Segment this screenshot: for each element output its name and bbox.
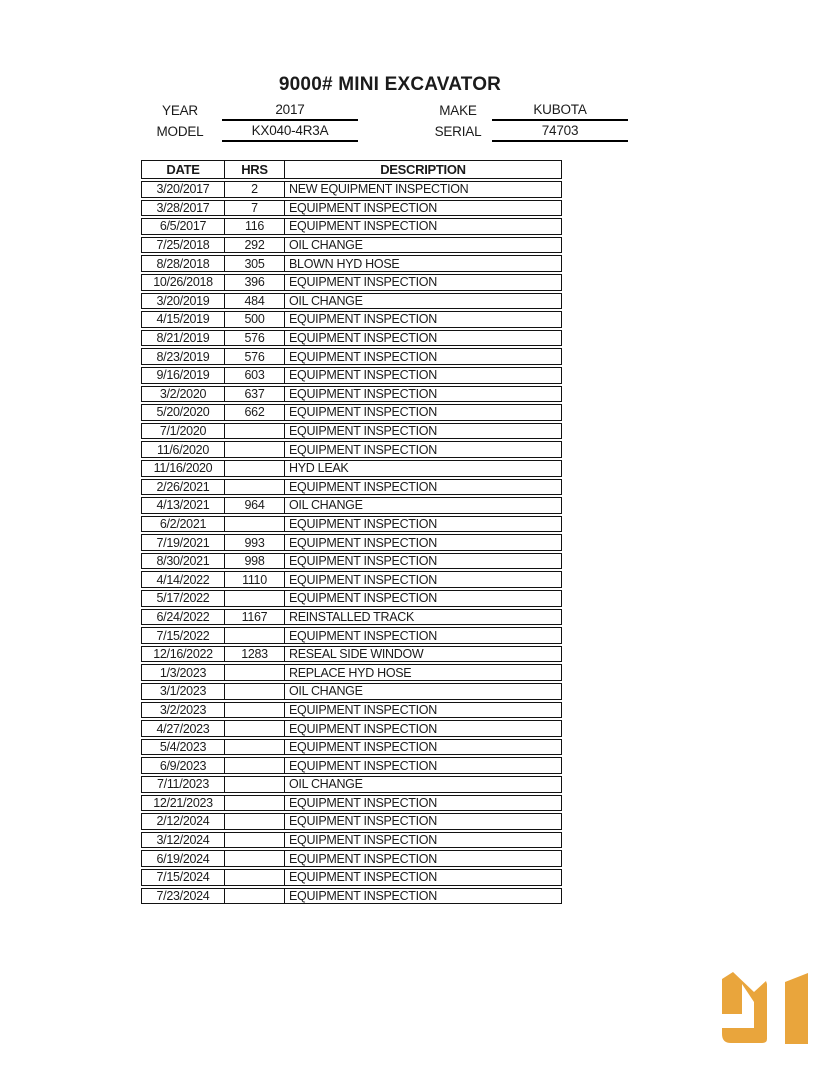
hrs-cell xyxy=(225,776,285,793)
hrs-cell xyxy=(225,590,285,607)
date-cell: 6/24/2022 xyxy=(141,609,225,626)
table-row xyxy=(141,479,562,496)
table-row xyxy=(141,404,562,421)
date-cell: 7/15/2022 xyxy=(141,627,225,644)
model-label: MODEL xyxy=(156,124,204,139)
log-table-body xyxy=(141,181,562,904)
hrs-column-header: HRS xyxy=(225,160,285,179)
date-cell: 5/4/2023 xyxy=(141,739,225,756)
description-cell: EQUIPMENT INSPECTION xyxy=(285,200,562,217)
description-cell: EQUIPMENT INSPECTION xyxy=(285,441,562,458)
hrs-cell: 7 xyxy=(225,200,285,217)
description-cell: EQUIPMENT INSPECTION xyxy=(285,274,562,291)
hrs-cell xyxy=(225,702,285,719)
description-cell: HYD LEAK xyxy=(285,460,562,477)
table-row xyxy=(141,683,562,700)
description-cell: EQUIPMENT INSPECTION xyxy=(285,850,562,867)
table-row xyxy=(141,441,562,458)
make-value: KUBOTA xyxy=(492,102,628,121)
hrs-cell: 662 xyxy=(225,404,285,421)
description-cell: EQUIPMENT INSPECTION xyxy=(285,218,562,235)
date-cell: 7/23/2024 xyxy=(141,888,225,905)
table-row xyxy=(141,330,562,347)
table-row xyxy=(141,720,562,737)
description-cell: EQUIPMENT INSPECTION xyxy=(285,627,562,644)
table-row xyxy=(141,832,562,849)
table-row xyxy=(141,534,562,551)
logo-u-shape xyxy=(722,972,767,1043)
date-cell: 5/17/2022 xyxy=(141,590,225,607)
table-row xyxy=(141,293,562,310)
description-cell: OIL CHANGE xyxy=(285,497,562,514)
hrs-cell xyxy=(225,795,285,812)
table-row xyxy=(141,237,562,254)
hrs-cell xyxy=(225,888,285,905)
hrs-cell: 637 xyxy=(225,386,285,403)
hrs-cell xyxy=(225,460,285,477)
table-row xyxy=(141,218,562,235)
description-cell: EQUIPMENT INSPECTION xyxy=(285,404,562,421)
description-cell: EQUIPMENT INSPECTION xyxy=(285,590,562,607)
table-header xyxy=(141,160,562,179)
description-cell: EQUIPMENT INSPECTION xyxy=(285,516,562,533)
date-cell: 7/11/2023 xyxy=(141,776,225,793)
hrs-cell xyxy=(225,664,285,681)
description-cell: EQUIPMENT INSPECTION xyxy=(285,702,562,719)
description-cell: REINSTALLED TRACK xyxy=(285,609,562,626)
hrs-cell xyxy=(225,441,285,458)
table-row xyxy=(141,776,562,793)
hrs-cell: 1167 xyxy=(225,609,285,626)
hrs-cell xyxy=(225,720,285,737)
table-row xyxy=(141,571,562,588)
hrs-cell: 998 xyxy=(225,553,285,570)
description-cell: OIL CHANGE xyxy=(285,293,562,310)
table-row xyxy=(141,869,562,886)
description-cell: EQUIPMENT INSPECTION xyxy=(285,479,562,496)
hrs-cell: 576 xyxy=(225,330,285,347)
table-row xyxy=(141,553,562,570)
hrs-cell xyxy=(225,479,285,496)
date-cell: 12/21/2023 xyxy=(141,795,225,812)
date-cell: 3/20/2017 xyxy=(141,181,225,198)
description-cell: EQUIPMENT INSPECTION xyxy=(285,813,562,830)
table-header-row xyxy=(141,160,562,179)
table-row xyxy=(141,888,562,905)
year-label: YEAR xyxy=(162,103,198,118)
serial-label: SERIAL xyxy=(434,124,482,139)
hrs-cell xyxy=(225,683,285,700)
hrs-cell xyxy=(225,757,285,774)
description-cell: EQUIPMENT INSPECTION xyxy=(285,534,562,551)
table-row xyxy=(141,813,562,830)
date-cell: 6/9/2023 xyxy=(141,757,225,774)
date-cell: 3/28/2017 xyxy=(141,200,225,217)
hrs-cell: 964 xyxy=(225,497,285,514)
date-cell: 7/15/2024 xyxy=(141,869,225,886)
description-cell: OIL CHANGE xyxy=(285,776,562,793)
description-cell: RESEAL SIDE WINDOW xyxy=(285,646,562,663)
date-cell: 6/2/2021 xyxy=(141,516,225,533)
table-row xyxy=(141,423,562,440)
hrs-cell: 484 xyxy=(225,293,285,310)
description-cell: EQUIPMENT INSPECTION xyxy=(285,423,562,440)
table-row xyxy=(141,200,562,217)
date-cell: 9/16/2019 xyxy=(141,367,225,384)
make-label: MAKE xyxy=(439,103,477,118)
date-cell: 4/14/2022 xyxy=(141,571,225,588)
hrs-cell: 1283 xyxy=(225,646,285,663)
page-title: 9000# MINI EXCAVATOR xyxy=(278,74,502,95)
date-cell: 11/6/2020 xyxy=(141,441,225,458)
description-cell: EQUIPMENT INSPECTION xyxy=(285,386,562,403)
hrs-cell: 116 xyxy=(225,218,285,235)
table-row xyxy=(141,590,562,607)
date-cell: 2/26/2021 xyxy=(141,479,225,496)
description-cell: OIL CHANGE xyxy=(285,683,562,700)
description-cell: EQUIPMENT INSPECTION xyxy=(285,832,562,849)
date-cell: 4/27/2023 xyxy=(141,720,225,737)
description-cell: BLOWN HYD HOSE xyxy=(285,255,562,272)
hrs-cell: 993 xyxy=(225,534,285,551)
hrs-cell: 1110 xyxy=(225,571,285,588)
hrs-cell xyxy=(225,832,285,849)
date-cell: 3/2/2023 xyxy=(141,702,225,719)
hrs-cell: 500 xyxy=(225,311,285,328)
table-row xyxy=(141,739,562,756)
description-cell: EQUIPMENT INSPECTION xyxy=(285,888,562,905)
table-row xyxy=(141,702,562,719)
hrs-cell xyxy=(225,627,285,644)
description-cell: EQUIPMENT INSPECTION xyxy=(285,330,562,347)
date-cell: 6/5/2017 xyxy=(141,218,225,235)
table-row xyxy=(141,664,562,681)
date-cell: 8/28/2018 xyxy=(141,255,225,272)
hrs-cell: 305 xyxy=(225,255,285,272)
table-row xyxy=(141,497,562,514)
description-cell: EQUIPMENT INSPECTION xyxy=(285,553,562,570)
table-row xyxy=(141,850,562,867)
hrs-cell xyxy=(225,423,285,440)
date-cell: 11/16/2020 xyxy=(141,460,225,477)
date-cell: 7/25/2018 xyxy=(141,237,225,254)
date-cell: 4/15/2019 xyxy=(141,311,225,328)
date-cell: 12/16/2022 xyxy=(141,646,225,663)
hrs-cell xyxy=(225,869,285,886)
table-row xyxy=(141,757,562,774)
hrs-cell: 396 xyxy=(225,274,285,291)
description-cell: NEW EQUIPMENT INSPECTION xyxy=(285,181,562,198)
hrs-cell: 292 xyxy=(225,237,285,254)
gold-monogram-logo xyxy=(722,972,808,1045)
date-cell: 3/12/2024 xyxy=(141,832,225,849)
table-row xyxy=(141,348,562,365)
maintenance-log-table xyxy=(141,158,562,906)
date-cell: 7/19/2021 xyxy=(141,534,225,551)
date-cell: 4/13/2021 xyxy=(141,497,225,514)
hrs-cell xyxy=(225,516,285,533)
description-cell: EQUIPMENT INSPECTION xyxy=(285,367,562,384)
table-row xyxy=(141,460,562,477)
hrs-cell xyxy=(225,850,285,867)
date-cell: 8/21/2019 xyxy=(141,330,225,347)
description-cell: EQUIPMENT INSPECTION xyxy=(285,571,562,588)
hrs-cell xyxy=(225,813,285,830)
date-column-header: DATE xyxy=(141,160,225,179)
logo-i-shape xyxy=(785,973,808,1044)
year-value: 2017 xyxy=(222,102,358,121)
date-cell: 5/20/2020 xyxy=(141,404,225,421)
table-row xyxy=(141,646,562,663)
table-row xyxy=(141,795,562,812)
date-cell: 3/2/2020 xyxy=(141,386,225,403)
description-cell: OIL CHANGE xyxy=(285,237,562,254)
hrs-cell xyxy=(225,739,285,756)
date-cell: 8/30/2021 xyxy=(141,553,225,570)
description-cell: EQUIPMENT INSPECTION xyxy=(285,795,562,812)
description-cell: EQUIPMENT INSPECTION xyxy=(285,739,562,756)
serial-value: 74703 xyxy=(492,123,628,142)
table-row xyxy=(141,627,562,644)
table-row xyxy=(141,255,562,272)
date-cell: 1/3/2023 xyxy=(141,664,225,681)
table-row xyxy=(141,386,562,403)
table-row xyxy=(141,516,562,533)
model-value: KX040-4R3A xyxy=(222,123,358,142)
description-cell: EQUIPMENT INSPECTION xyxy=(285,757,562,774)
description-cell: EQUIPMENT INSPECTION xyxy=(285,869,562,886)
date-cell: 10/26/2018 xyxy=(141,274,225,291)
date-cell: 3/1/2023 xyxy=(141,683,225,700)
table-row xyxy=(141,311,562,328)
hrs-cell: 576 xyxy=(225,348,285,365)
date-cell: 8/23/2019 xyxy=(141,348,225,365)
description-cell: EQUIPMENT INSPECTION xyxy=(285,348,562,365)
date-cell: 2/12/2024 xyxy=(141,813,225,830)
date-cell: 7/1/2020 xyxy=(141,423,225,440)
table-row xyxy=(141,181,562,198)
table-row xyxy=(141,367,562,384)
description-cell: EQUIPMENT INSPECTION xyxy=(285,311,562,328)
date-cell: 6/19/2024 xyxy=(141,850,225,867)
hrs-cell: 603 xyxy=(225,367,285,384)
hrs-cell: 2 xyxy=(225,181,285,198)
description-cell: REPLACE HYD HOSE xyxy=(285,664,562,681)
table-row xyxy=(141,274,562,291)
table-row xyxy=(141,609,562,626)
description-column-header: DESCRIPTION xyxy=(285,160,562,179)
date-cell: 3/20/2019 xyxy=(141,293,225,310)
description-cell: EQUIPMENT INSPECTION xyxy=(285,720,562,737)
